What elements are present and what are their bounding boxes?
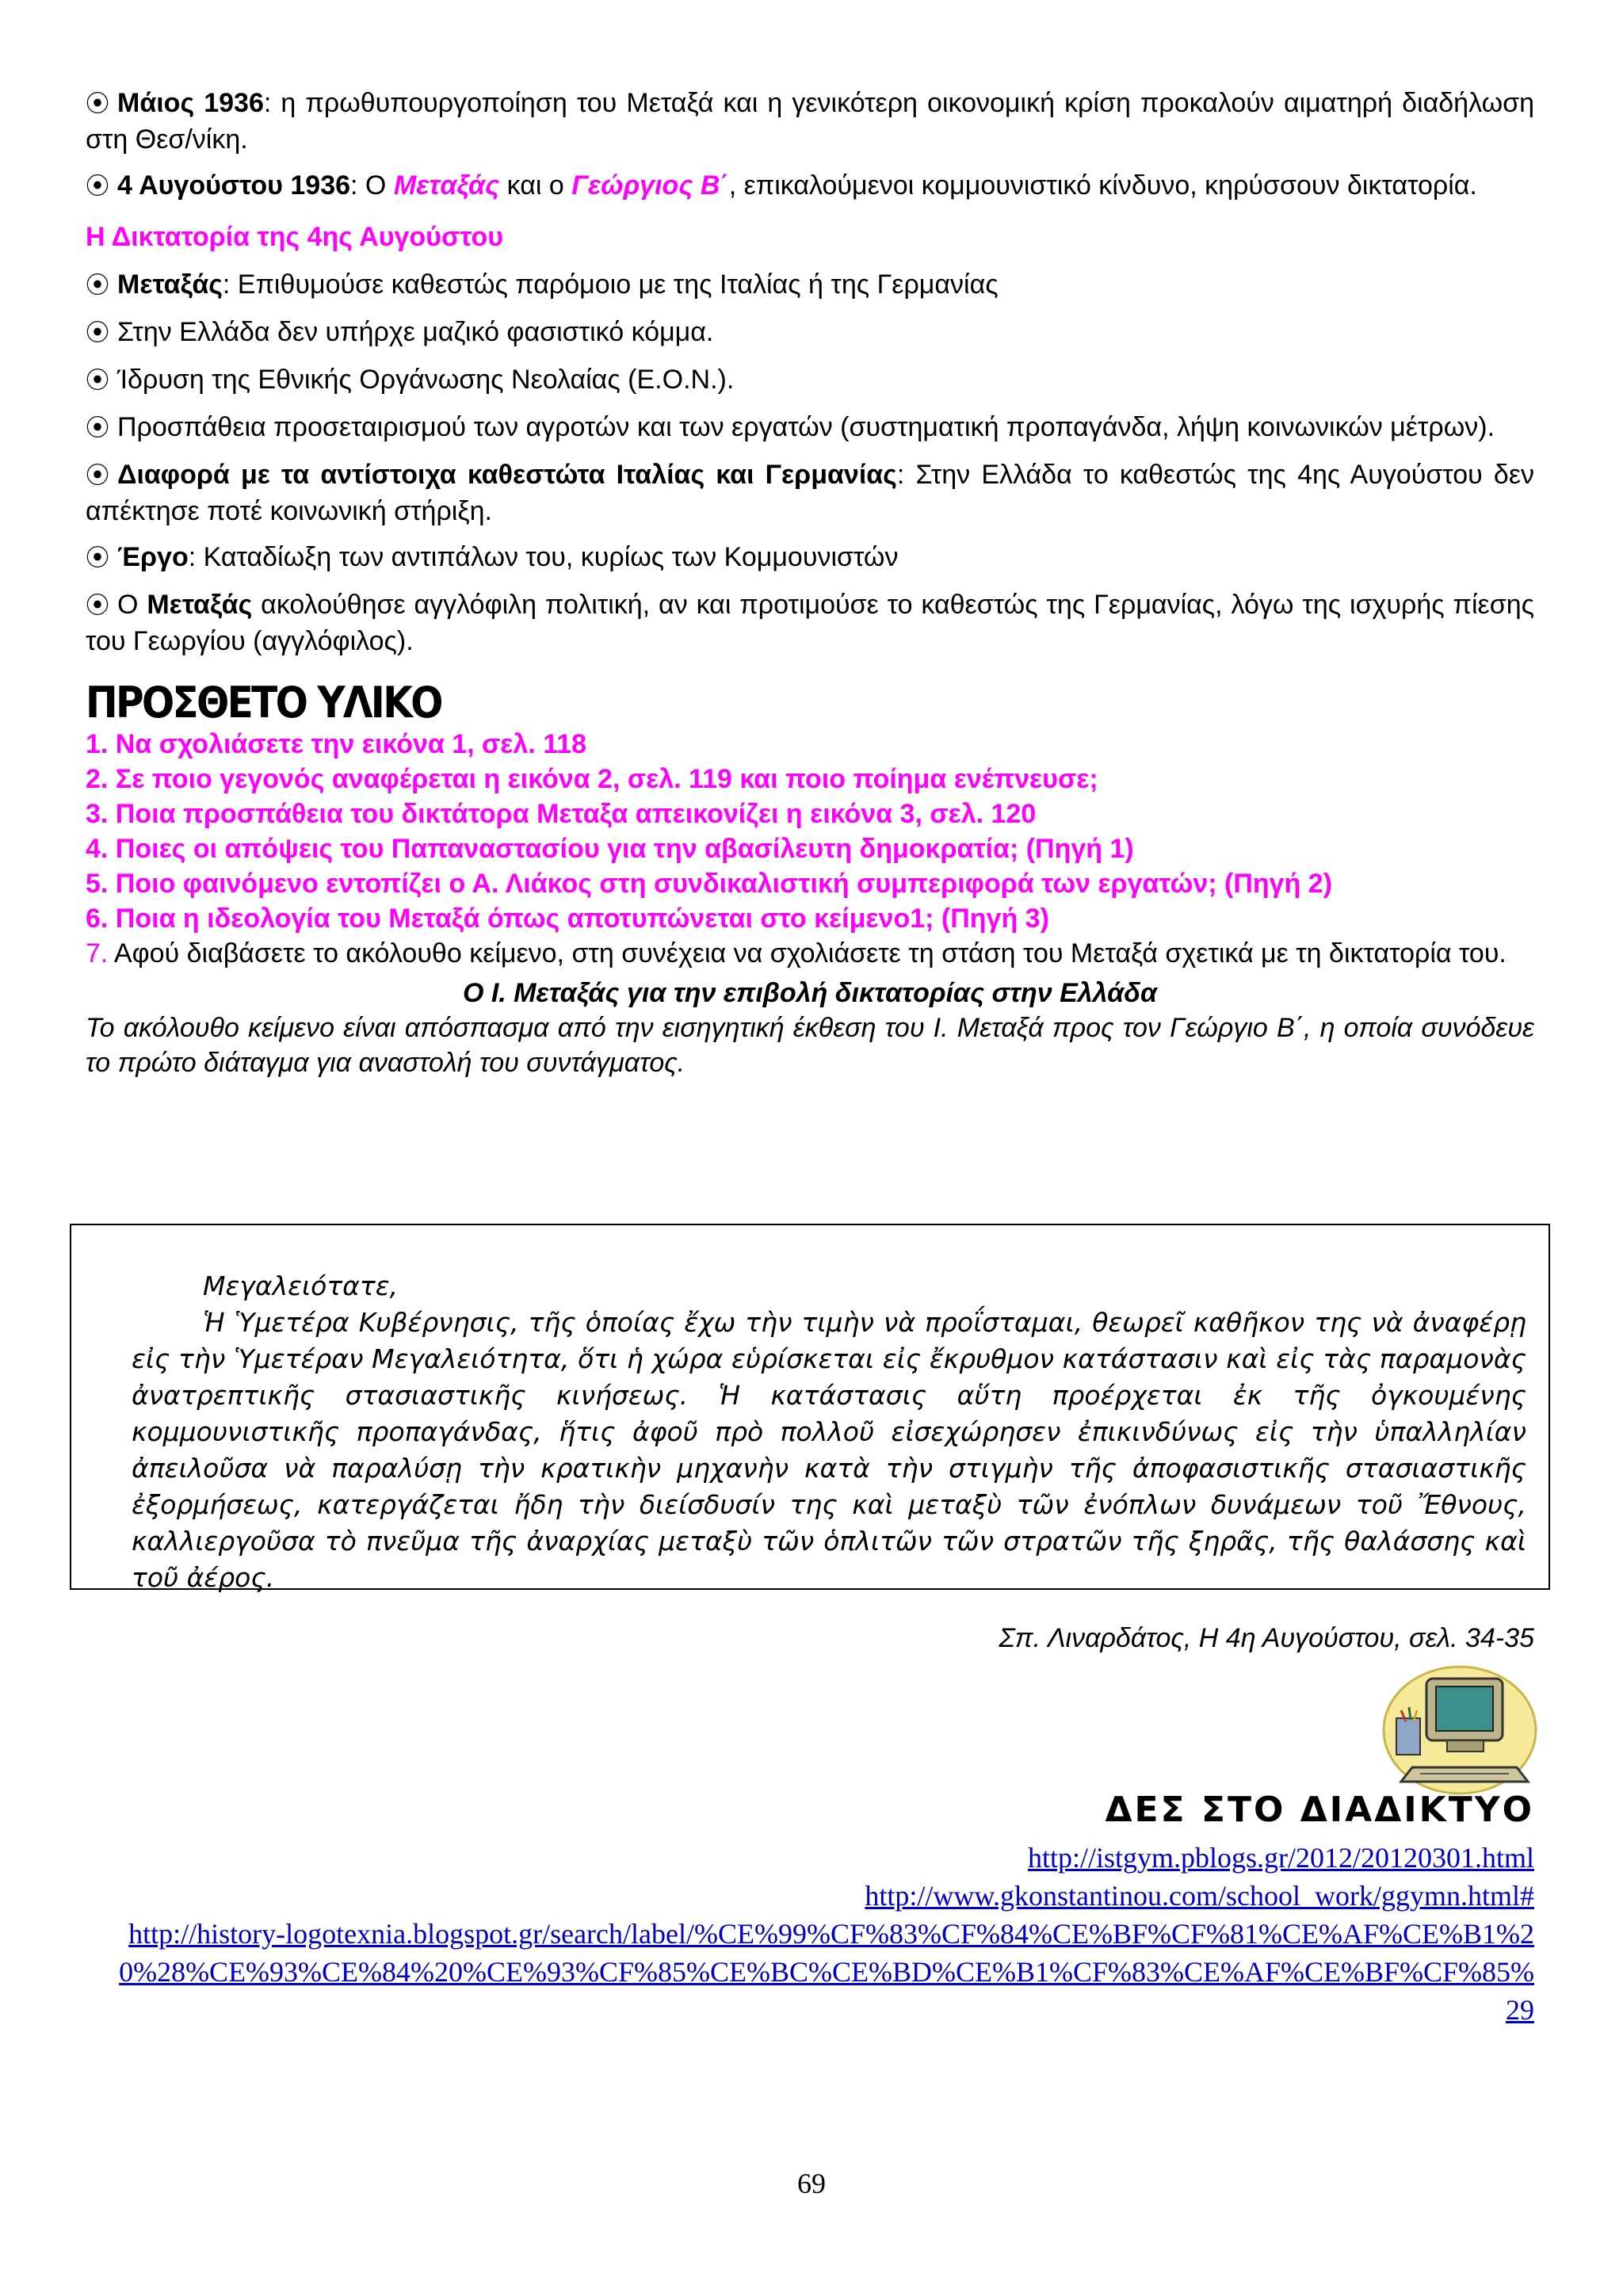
computer-clipart-icon: [1381, 1663, 1539, 1797]
dictatorship-bullet: ⦿ Ο Μεταξάς ακολούθησε αγγλόφιλη πολιτική, αν και προτιμούσε το καθεστώς της Γερμανίας, λόγω της ισχυρής πίεσης του Γεωργίου (αγγλόφιλος).: [86, 590, 1534, 656]
bullseye-icon: ⦿: [86, 273, 109, 299]
question-item-7: 7. Αφού διαβάσετε το ακόλουθο κείμενο, στη συνέχεια να σχολιάσετε τη στάση του Μεταξά σχετικά με τη δικτατορία του.: [86, 938, 1507, 968]
quote-body: Ἡ Ὑμετέρα Κυβέρνησις, τῆς ὁποίας ἔχω τὴν τιμὴν νὰ προΐσταμαι, θεωρεῖ καθῆκον της νὰ ἀναφέρῃ εἰς τὴν Ὑμετέραν Μεγαλειότητα, ὅτι ἡ χώρα εὑρίσκεται εἰς ἔκρυθμον κατάστασιν καὶ εἰς τὰς παραμονὰς ἀνατρεπτικῆς στασιαστικῆς κινήσεως. Ἡ κατάστασις αὕτη προέρχεται ἐκ τῆς ὀγκουμένης κομμουνιστικῆς προπαγάνδας, ἥτις ἀφοῦ πρὸ πολλοῦ εἰσεχώρησεν ἐπικινδύνως εἰς τὴν ὑπαλληλίαν ἀπειλοῦσα νὰ παραλύσῃ τὴν κρατικὴν μηχανὴν κατὰ τὴν στιγμὴν τῆς ἀποφασιστικῆς στασιαστικῆς ἐξορμήσεως, κατεργάζεται ἤδη τὴν διείσδυσίν της καὶ μεταξὺ τῶν ἐνόπλων δυνάμεων τοῦ Ἔθνους, καλλιεργοῦσα τὸ πνεῦμα τῆς ἀναρχίας μεταξὺ τῶν ὁπλιτῶν τῶν στρατῶν τῆς ξηρᾶς, τῆς θαλάσσης καὶ τοῦ ἀέρος.: [132, 1307, 1526, 1593]
question-item: 5. Ποιο φαινόμενο εντοπίζει ο Α. Λιάκος στη συνδικαλιστική συμπεριφορά των εργατών; (Πηγή 2): [86, 869, 1333, 899]
question-item: 2. Σε ποιο γεγονός αναφέρεται η εικόνα 2, σελ. 119 και ποιο ποίημα ενέπνευσε;: [86, 764, 1098, 794]
bullseye-icon: ⦿: [86, 91, 109, 117]
source-title: Ο Ι. Μεταξάς για την επιβολή δικτατορίας στην Ελλάδα: [462, 978, 1158, 1008]
question-item: 1. Να σχολιάσετε την εικόνα 1, σελ. 118: [86, 729, 587, 759]
source-intro: Το ακόλουθο κείμενο είναι απόσπασμα από την εισηγητική έκθεση του Ι. Μεταξά προς τον Γεώργιο Β΄, η οποία συνόδευε το πρώτο διάταγμα για αναστολή του συντάγματος.: [86, 1013, 1534, 1078]
extra-material-heading: ΠΡΟΣΘΕΤΟ ΥΛΙΚΟ: [86, 678, 441, 728]
link-history-logotexnia[interactable]: http://history-logotexnia.blogspot.gr/search/label/%CE%99%CF%83%CF%84%CE%BF%CF%81%CE%AF%CE%B1%20%28%CE%93%CE%84%20%CE%93%CF%85%CE%BC%CE%BD%CE%B1%CF%83%CE%AF%CE%BF%CF%85%29: [119, 1918, 1534, 2026]
question-item: 6. Ποια η ιδεολογία του Μεταξά όπως αποτυπώνεται στο κείμενο1; (Πηγή 3): [86, 904, 1049, 934]
bullseye-icon: ⦿: [86, 174, 109, 200]
quote-salutation: Μεγαλειότατε,: [203, 1270, 399, 1301]
dictatorship-heading: Η Δικτατορία της 4ης Αυγούστου: [86, 222, 503, 252]
main-content: [86, 86, 1534, 1080]
bullseye-icon: ⦿: [86, 463, 109, 489]
dictatorship-bullet: ⦿ Στην Ελλάδα δεν υπήρχε μαζικό φασιστικό κόμμα.: [86, 315, 1534, 351]
source-citation: Σπ. Λιναρδάτος, Η 4η Αυγούστου, σελ. 34-35: [999, 1623, 1534, 1653]
bullseye-icon: ⦿: [86, 368, 109, 394]
internet-heading: ΔΕΣ ΣΤΟ ΔΙΑΔΙΚΤΥΟ: [1105, 1790, 1534, 1830]
dictatorship-bullet: ⦿ Προσπάθεια προσεταιρισμού των αγροτών και των εργατών (συστηματική προπαγάνδα, λήψη κοινωνικών μέτρων).: [86, 410, 1534, 446]
bullseye-icon: ⦿: [86, 593, 109, 619]
link-istgym[interactable]: http://istgym.pblogs.gr/2012/20120301.html: [1027, 1842, 1534, 1874]
bullseye-icon: ⦿: [86, 545, 109, 571]
bullseye-icon: ⦿: [86, 320, 109, 346]
intro-bullet-may-1936: ⦿ Μάιος 1936: η πρωθυπουργοποίηση του Μεταξά και η γενικότερη οικονομική κρίση προκαλούν αιματηρή διαδήλωση στη Θεσ/νίκη.: [86, 88, 1535, 155]
page-number: 69: [797, 2168, 826, 2199]
dictatorship-bullet: ⦿ Διαφορά με τα αντίστοιχα καθεστώτα Ιταλίας και Γερμανίας: Στην Ελλάδα το καθεστώς της 4ης Αυγούστου δεν απέκτησε ποτέ κοινωνική στήριξη.: [86, 460, 1534, 526]
dictatorship-bullet: ⦿ Έργο: Καταδίωξη των αντιπάλων του, κυρίως των Κομμουνιστών: [86, 540, 1534, 576]
dictatorship-bullet: ⦿ Ίδρυση της Εθνικής Οργάνωσης Νεολαίας (Ε.Ο.Ν.).: [86, 362, 1534, 399]
intro-bullet-aug-1936: ⦿ 4 Αυγούστου 1936: Ο Μεταξάς και ο Γεώργιος Β΄, επικαλούμενοι κομμουνιστικό κίνδυνο, κηρύσσουν δικτατορία.: [86, 168, 1534, 204]
dictatorship-bullet: ⦿ Μεταξάς: Επιθυμούσε καθεστώς παρόμοιο με της Ιταλίας ή της Γερμανίας: [86, 267, 1534, 304]
question-item: 4. Ποιες οι απόψεις του Παπαναστασίου για την αβασίλευτη δημοκρατία; (Πηγή 1): [86, 834, 1134, 864]
bullseye-icon: ⦿: [86, 415, 109, 441]
quote-text: [132, 1268, 1526, 1596]
link-gkonstantinou[interactable]: http://www.gkonstantinou.com/school_work/ggymn.html#: [865, 1880, 1534, 1912]
internet-links: [119, 1839, 1534, 2029]
quote-box: [70, 1224, 1550, 1593]
question-item: 3. Ποια προσπάθεια του δικτάτορα Μεταξα απεικονίζει η εικόνα 3, σελ. 120: [86, 799, 1037, 829]
